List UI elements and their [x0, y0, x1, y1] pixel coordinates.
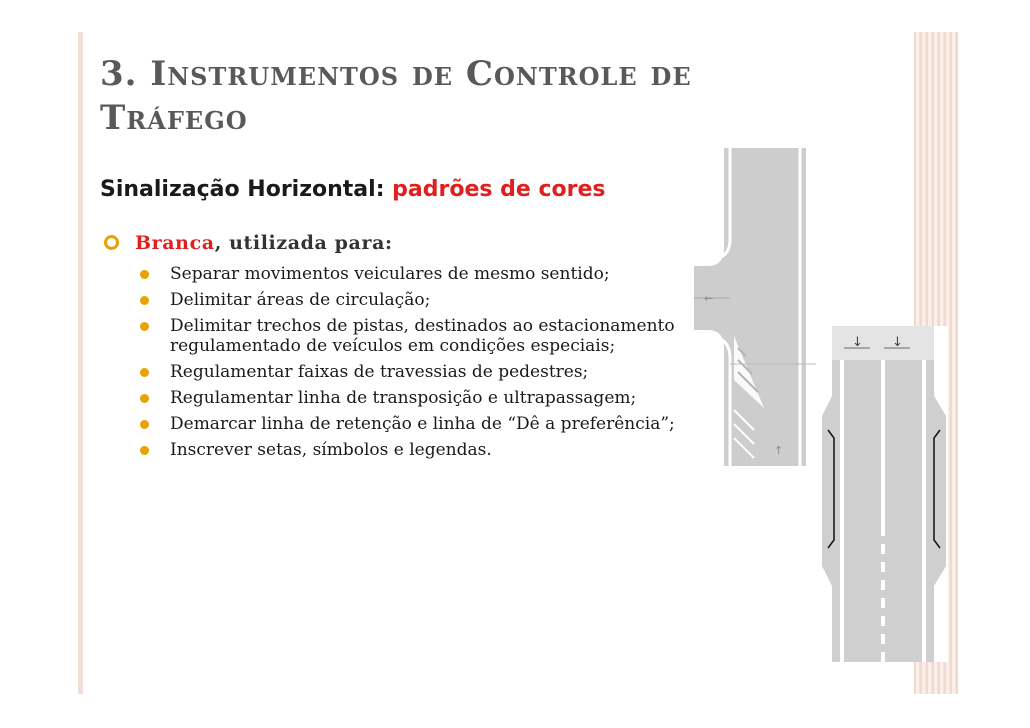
list-item-text: Inscrever setas, símbolos e legendas. [170, 440, 492, 460]
list-item [126, 440, 686, 460]
list-item [126, 316, 686, 356]
subtitle-accent: padrões de cores [392, 177, 606, 202]
t-junction-diagram [694, 148, 816, 466]
list-item [126, 362, 686, 382]
dot-bullet-icon [140, 270, 149, 279]
slide-subtitle [100, 177, 606, 202]
usage-list [126, 264, 686, 466]
main-point [104, 232, 393, 254]
list-item [126, 414, 686, 434]
list-item-text: Separar movimentos veiculares de mesmo sentido; [170, 264, 610, 284]
list-item-text: Regulamentar faixas de travessias de pedestres; [170, 362, 589, 382]
svg-text:←: ← [704, 292, 714, 305]
ring-bullet-icon [104, 235, 119, 250]
dot-bullet-icon [140, 394, 149, 403]
slide-title: 3. Instrumentos de Controle de Tráfego [100, 54, 692, 138]
list-item [126, 290, 686, 310]
dot-bullet-icon [140, 322, 149, 331]
list-item-text: Regulamentar linha de transposição e ultrapassagem; [170, 388, 637, 408]
list-item [126, 388, 686, 408]
svg-text:↓: ↓ [852, 335, 863, 350]
dot-bullet-icon [140, 420, 149, 429]
lane-narrowing-diagram [822, 326, 948, 662]
list-item-text: Demarcar linha de retenção e linha de “Dê a preferência”; [170, 414, 675, 434]
list-item [126, 264, 686, 284]
dot-bullet-icon [140, 446, 149, 455]
subtitle-prefix: Sinalização Horizontal: [100, 177, 393, 202]
dot-bullet-icon [140, 368, 149, 377]
svg-text:↓: ↓ [892, 335, 903, 350]
main-point-text: , utilizada para: [214, 232, 393, 254]
dot-bullet-icon [140, 296, 149, 305]
list-item-text: Delimitar áreas de circulação; [170, 290, 431, 310]
svg-text:↑: ↑ [774, 444, 784, 457]
main-point-accent: Branca [135, 232, 215, 254]
left-frame-bar [78, 32, 83, 694]
list-item-text: Delimitar trechos de pistas, destinados ao estacionamento regulamentado de veículos em condições especiais; [170, 316, 675, 356]
